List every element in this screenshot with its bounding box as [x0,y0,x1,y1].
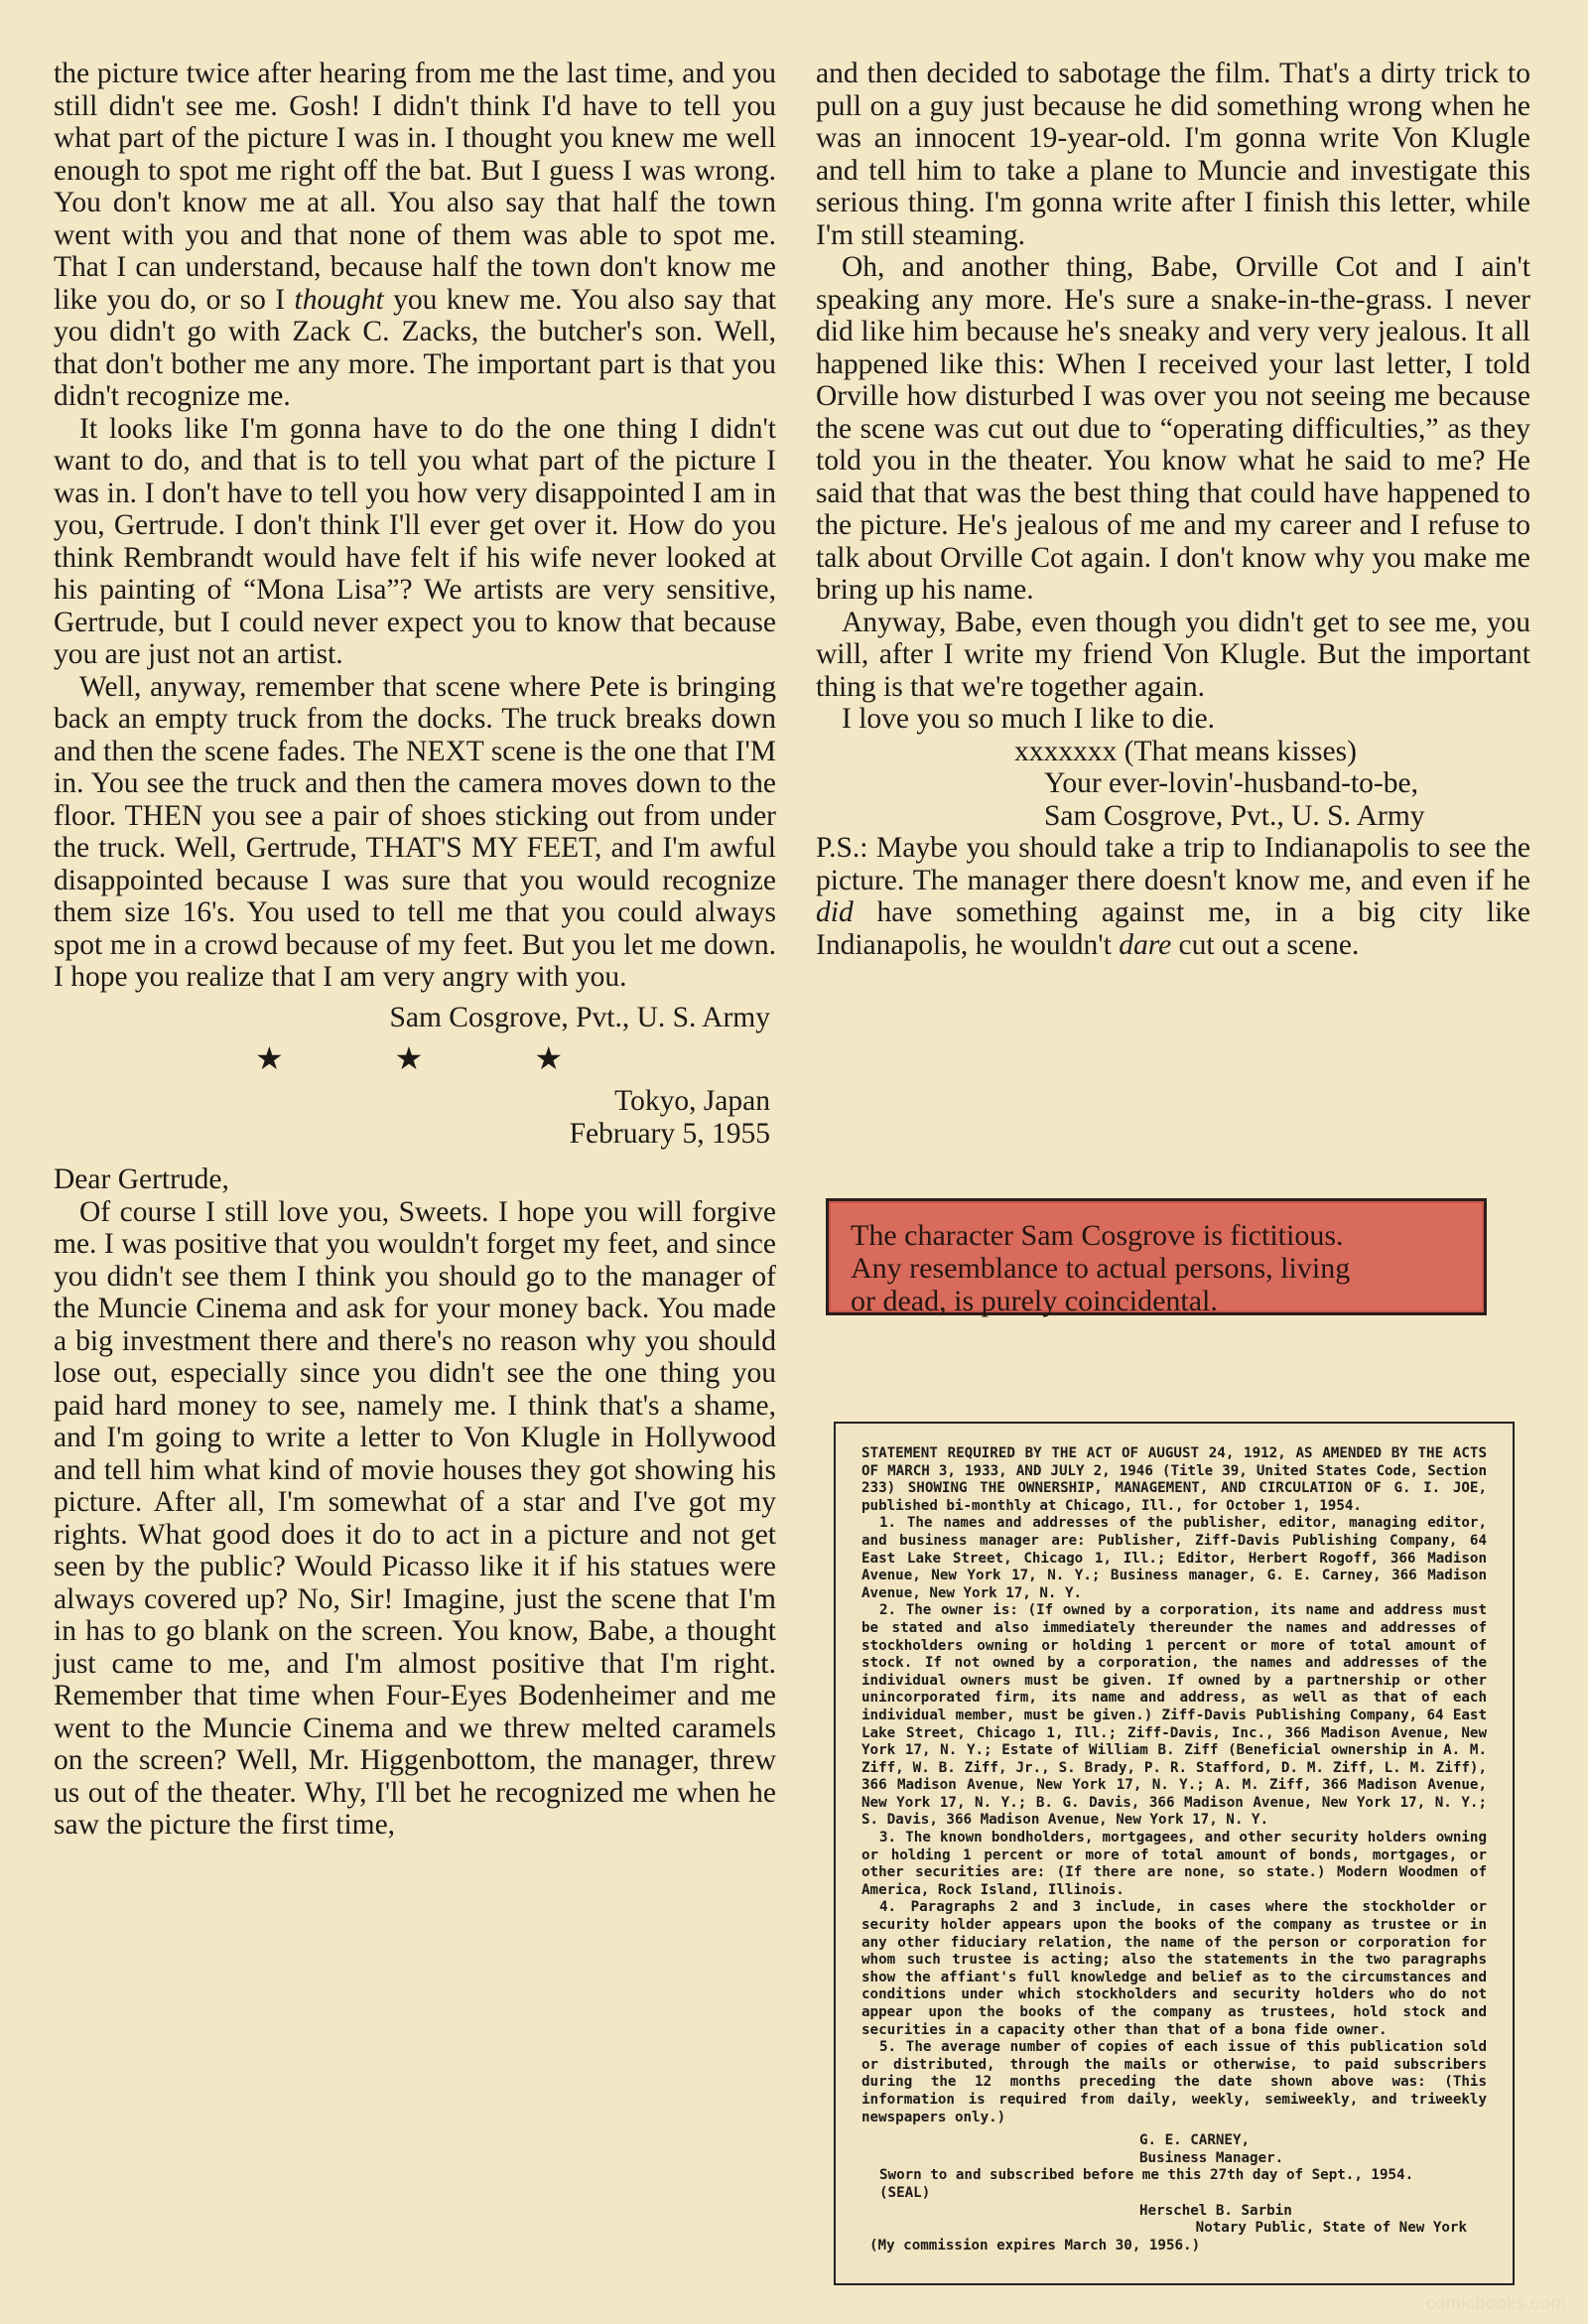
paragraph-text: the picture twice after hearing from me the last time, and you still didn't see me. Gosh! I didn't think I'd have to tell you what part of the picture I was in. I thought you knew me well enough to spot me right off the bat. But I guess I was wrong. You don't know me at all. You also say that half the town went with you and that none of them was able to spot me. That I can understand, because half the town don't know me like you do, or so I [54,58,776,316]
statement-paragraph: 1. The names and addresses of the publisher, editor, managing editor, and business manager are: Publisher, Ziff-Davis Publishing Company, 64 East Lake Street, Chicago 1, Ill.; Editor, Herbert Rogoff, 366 Madison Avenue, New York 17, N. Y.; Business manager, G. E. Carney, 366 Madison Avenue, New York 17, N. Y. [861,1515,1487,1601]
postscript [816,832,1530,961]
letter-paragraph: Of course I still love you, Sweets. I hope you will forgive me. I was positive that you wouldn't forget my feet, and since you didn't see them I think you should go to the manager of the Muncie Cinema and ask for your money back. You made a big investment there and there's no reason why you should lose out, especially since you didn't see the one thing you paid hard money to see, namely me. I think that's a shame, and I'm going to write a letter to Von Klugle in Hollywood and tell him what kind of movie houses they got showing his picture. After all, I'm somewhat of a star and I've got my rights. What good does it do to act in a picture and not get seen by the public? Would Picasso like it if his statues were always covered up? No, Sir! Imagine, just the scene that I'm in has to go blank on the screen. You know, Babe, a thought just came to me, and I'm almost positive that I'm right. Remember that time when Four-Eyes Bodenheimer and me went to the Muncie Cinema and we threw melted caramels on the screen? Well, Mr. Higgenbottom, the manager, threw us out of the theater. Why, I'll bet he recognized me when he saw the picture the first time, [54,1195,776,1841]
paragraph-text: P.S.: Maybe you should take a trip to Indianapolis to see the picture. The manager there doesn't know me, and even if he [816,832,1530,896]
section-divider-stars: ★ ★ ★ [254,1040,615,1076]
statement-paragraph: 2. The owner is: (If owned by a corporation, its name and address must be stated and also immediately thereunder the names and addresses of stockholders owning or holding 1 percent or more of total amount of stock. If not owned by a corporation, the names and addresses of the individual owners must be given. If owned by a partnership or other unincorporated firm, its name and address, as well as that of each individual member, must be given.) Ziff-Davis Publishing Company, 64 East Lake Street, Chicago 1, Ill.; Ziff-Davis, Inc., 366 Madison Avenue, New York 17, N. Y.; Estate of William B. Ziff (Beneficial ownership in A. M. Ziff, W. B. Ziff, Jr., S. Brady, P. R. Stafford, D. M. Ziff, L. M. Ziff), 366 Madison Avenue, New York 17, N. Y.; A. M. Ziff, 366 Madison Avenue, New York 17, N. Y.; B. G. Davis, 366 Madison Avenue, New York 17, N. Y.; S. Davis, 366 Madison Avenue, New York 17, N. Y. [861,1602,1487,1829]
disclaimer-line: or dead, is purely coincidental. [851,1285,1218,1317]
fiction-disclaimer-box [826,1198,1487,1315]
letter-signature: Sam Cosgrove, Pvt., U. S. Army [389,1001,770,1033]
statement-heading: STATEMENT REQUIRED BY THE ACT OF AUGUST 24, 1912, AS AMENDED BY THE ACTS OF MARCH 3, 1933, AND JULY 2, 1946 (Title 39, United States Code, Section 233) SHOWING THE OWNERSHIP, MANAGEMENT, AND CIRCULATION OF G. I. JOE, published bi-monthly at Chicago, Ill., for October 1, 1954. [861,1445,1487,1514]
signer-name: G. E. CARNEY, [1139,2132,1251,2149]
emphasis-text: thought [294,283,384,316]
ownership-statement-box [834,1422,1515,2285]
site-watermark: comicbooks.com [1425,2293,1566,2313]
letter-paragraph [54,58,776,413]
statement-paragraph: 3. The known bondholders, mortgagees, and other security holders owning or holding 1 percent or more of total amount of bonds, mortgages, or other securities are: (If there are none, so state.) Modern Woodmen of America, Rock Island, Illinois. [861,1830,1487,1898]
letter-paragraph: I love you so much I like to die. [842,703,1216,735]
letter-signature: Sam Cosgrove, Pvt., U. S. Army [1044,799,1425,832]
letter-paragraph: Well, anyway, remember that scene where Pete is bringing back an empty truck from the docks. The truck breaks down and then the scene fades. The NEXT scene is the one that I'M in. You see the truck and then the camera moves down to the floor. THEN you see a pair of shoes sticking out from under the truck. Well, Gertrude, THAT'S MY FEET, and I'm awful disappointed because I was sure that you would recognize them size 16's. You used to tell me that you could always spot me in a crowd because of my feet. But you let me down. I hope you realize that I am very angry with you. [54,670,776,993]
letter-closing [816,736,1530,833]
signer-title: Business Manager. [1139,2149,1284,2166]
letter-place: Tokyo, Japan [614,1085,770,1117]
letter-left-column [54,58,776,1842]
letter-paragraph: Anyway, Babe, even though you didn't get to see me, you will, after I write my friend Von Klugle. But the important thing is that we're together again. [816,606,1530,703]
paragraph-text: you knew me. You also say that you didn't go with Zack C. Zacks, the butcher's son. Well, that don't bother me any more. The important part is that you didn't recognize me. [54,283,777,412]
letter-paragraph: and then decided to sabotage the film. That's a dirty trick to pull on a guy just because he did something wrong when he was an innocent 19-year-old. I'm gonna write Von Klugle and tell him to take a plane to Muncie and investigate this serious thing. I'm gonna write after I finish this letter, while I'm still steaming. [816,58,1530,251]
letter-date: February 5, 1955 [569,1117,770,1150]
letter-paragraph: It looks like I'm gonna have to do the one thing I didn't want to do, and that is to tell you what part of the picture I was in. I don't have to tell you how very disappointed I am in you, Gertrude. I don't think I'll ever get over it. How do you think Rembrandt would have felt if his wife never looked at his painting of “Mona Lisa”? We artists are very sensitive, Gertrude, but I could never expect you to know that because you are just not an artist. [54,412,776,670]
emphasis-text: did [816,896,854,928]
seal-label: (SEAL) [879,2184,931,2201]
sworn-line: Sworn to and subscribed before me this 27th day of Sept., 1954. [879,2167,1414,2184]
notary-title: Notary Public, State of New York [1195,2220,1467,2237]
commission-line: (My commission expires March 30, 1956.) [869,2237,1201,2254]
disclaimer-line: Any resemblance to actual persons, living [851,1252,1351,1285]
kisses-line: xxxxxxx (That means kisses) [1014,735,1357,767]
statement-paragraph: 5. The average number of copies of each issue of this publication sold or distributed, through the mails or otherwise, to paid subscribers during the 12 months preceding the date shown above was: (This information is required from daily, weekly, semiweekly, and triweekly newspapers only.) [861,2039,1487,2125]
letter-greeting: Dear Gertrude, [54,1163,229,1195]
notary-name: Herschel B. Sarbin [1139,2202,1292,2219]
statement-paragraph: 4. Paragraphs 2 and 3 include, in cases where the stockholder or security holder appears upon the books of the company as trustee or in any other fiduciary relation, the name of the person or corporation for whom such trustee is acting; also the statements in the two paragraphs show the affiant's full knowledge and belief as to the circumstances and conditions under which stockholders and security holders who do not appear upon the books of the company as trustees, hold stock and securities in a capacity other than that of a bona fide owner. [861,1899,1487,2038]
paragraph-text: have something against me, in a big city like Indianapolis, he wouldn't [816,896,1531,961]
letter-paragraph: Oh, and another thing, Babe, Orville Cot and I ain't speaking any more. He's sure a snake-in-the-grass. I never did like him because he's sneaky and very very jealous. It all happened like this: When I received your last letter, I told Orville how disturbed I was over you not seeing me because the scene was cut out due to “operating difficulties,” as they told you in the theater. You know what he said to me? He said that that was the best thing that could have happened to the picture. He's jealous of me and my career and I refuse to talk about Orville Cot again. I don't know why you make me bring up his name. [816,251,1530,606]
paragraph-text: cut out a scene. [1178,928,1360,961]
emphasis-text: dare [1119,928,1172,961]
closing-line: Your ever-lovin'-husband-to-be, [1044,767,1418,799]
disclaimer-line: The character Sam Cosgrove is fictitious. [851,1219,1344,1252]
letter-right-column [816,58,1530,961]
